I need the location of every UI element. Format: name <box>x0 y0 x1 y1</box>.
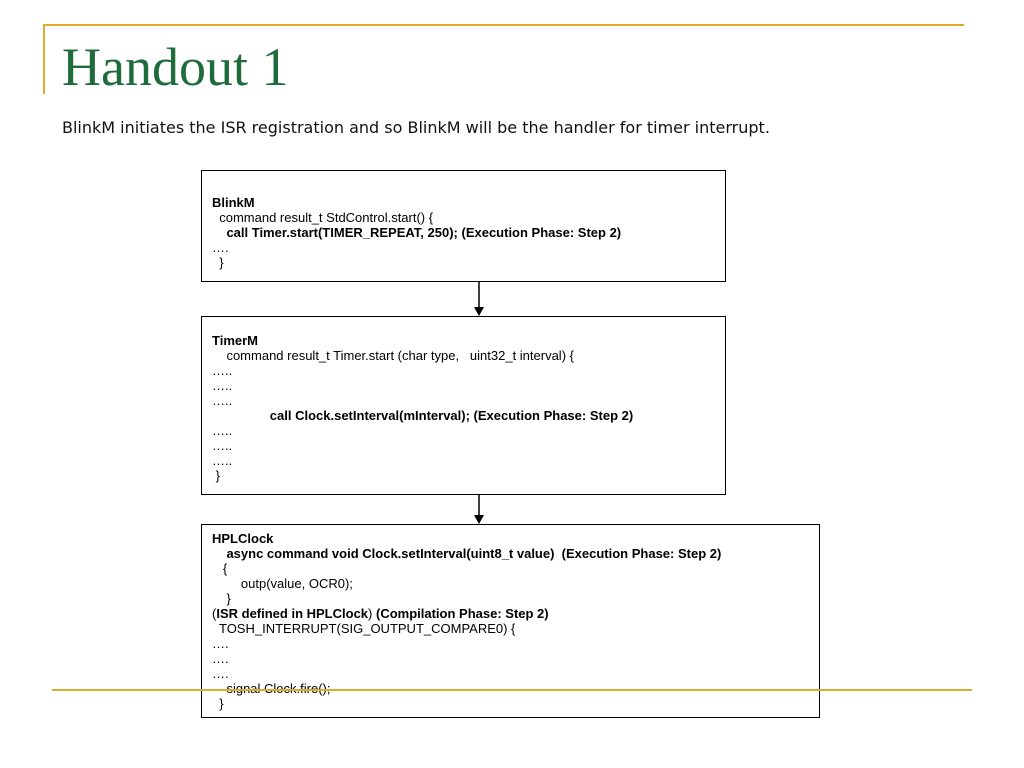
code-line: call Clock.setInterval(mInterval); (Execution Phase: Step 2) <box>212 408 634 423</box>
isr-note: ISR defined in HPLClock <box>216 606 369 621</box>
code-line: ….. <box>212 363 233 378</box>
compilation-phase-note: (Compilation Phase: Step 2) <box>375 606 549 621</box>
code-line: } <box>212 696 224 711</box>
code-line: command result_t Timer.start (char type, uint32_t interval) { <box>212 348 574 363</box>
code-line: …. <box>212 666 229 681</box>
paren-close: ) <box>368 606 376 621</box>
code-line: ….. <box>212 438 233 453</box>
code-line: } <box>212 591 231 606</box>
arrow-timerm-to-hplclock <box>472 495 486 524</box>
code-line: call Timer.start(TIMER_REPEAT, 250); (Execution Phase: Step 2) <box>212 225 622 240</box>
slide-subtitle: BlinkM initiates the ISR registration and so BlinkM will be the handler for timer interrupt. <box>62 118 770 137</box>
code-line: } <box>212 468 220 483</box>
code-line: …. <box>212 240 229 255</box>
code-line: command result_t StdControl.start() { <box>212 210 434 225</box>
isr-annotation-line <box>212 606 819 621</box>
bottom-accent-rule <box>52 689 972 691</box>
top-accent-rule <box>44 24 964 26</box>
code-line: ….. <box>212 378 233 393</box>
left-accent-rule <box>43 24 45 94</box>
code-line: …. <box>212 651 229 666</box>
blinkm-code-box <box>201 170 726 282</box>
code-line: ….. <box>212 393 233 408</box>
code-line: } <box>212 255 224 270</box>
code-line: { <box>212 561 228 576</box>
timerm-heading: TimerM <box>212 333 258 348</box>
arrow-blinkm-to-timerm <box>472 282 486 316</box>
code-line: async command void Clock.setInterval(uint8_t value) (Execution Phase: Step 2) <box>212 546 722 561</box>
hplclock-heading: HPLClock <box>212 531 274 546</box>
code-line: …. <box>212 636 229 651</box>
code-line: outp(value, OCR0); <box>212 576 353 591</box>
slide-title: Handout 1 <box>62 37 289 97</box>
timerm-code-box <box>201 316 726 495</box>
code-line: ….. <box>212 423 233 438</box>
paren-open: ( <box>212 606 217 621</box>
code-line: ….. <box>212 453 233 468</box>
code-line: TOSH_INTERRUPT(SIG_OUTPUT_COMPARE0) { <box>212 621 516 636</box>
blinkm-heading: BlinkM <box>212 195 255 210</box>
